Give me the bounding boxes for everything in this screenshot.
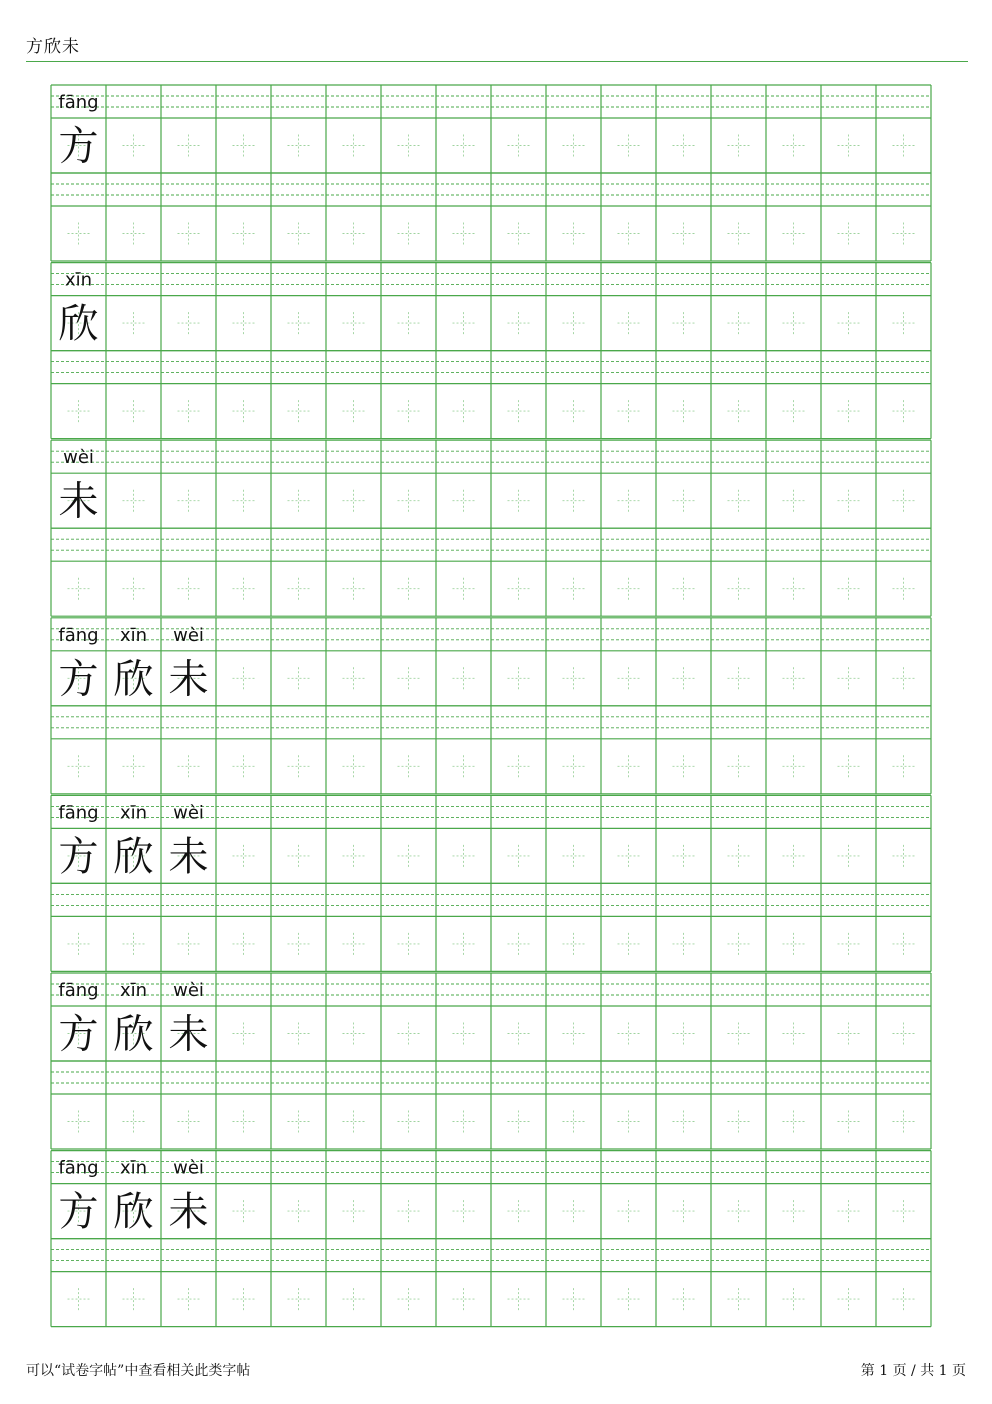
pinyin-label: xīn bbox=[64, 269, 93, 291]
pinyin-label: xīn bbox=[119, 1157, 148, 1179]
model-character: 未 bbox=[168, 656, 209, 703]
model-character: 方 bbox=[58, 1011, 99, 1058]
model-character: 欣 bbox=[113, 1011, 154, 1058]
pinyin-label: wèi bbox=[173, 802, 204, 824]
pinyin-label: wèi bbox=[173, 1157, 204, 1179]
pinyin-label: wèi bbox=[173, 624, 204, 646]
pinyin-label: xīn bbox=[119, 624, 148, 646]
model-character: 方 bbox=[58, 656, 99, 703]
model-character: 未 bbox=[168, 833, 209, 880]
pinyin-label: fāng bbox=[58, 980, 99, 1001]
model-character: 未 bbox=[168, 1189, 209, 1236]
model-character: 欣 bbox=[113, 1189, 154, 1236]
model-character: 方 bbox=[58, 123, 99, 170]
model-character: 欣 bbox=[113, 656, 154, 703]
model-character: 方 bbox=[58, 833, 99, 880]
model-character: 欣 bbox=[58, 301, 99, 348]
pinyin-label: wèi bbox=[173, 980, 204, 1001]
pinyin-label: fāng bbox=[58, 802, 99, 824]
pinyin-label: wèi bbox=[63, 447, 94, 469]
pinyin-label: fāng bbox=[58, 624, 99, 646]
pinyin-label: xīn bbox=[119, 802, 148, 824]
footer-note: 可以“试卷字帖”中查看相关此类字帖 bbox=[26, 1363, 251, 1379]
model-character: 欣 bbox=[113, 833, 154, 880]
model-character: 未 bbox=[58, 478, 99, 525]
page-number: 第 1 页 / 共 1 页 bbox=[860, 1363, 966, 1379]
page-title: 方欣未 bbox=[26, 37, 80, 57]
pinyin-label: fāng bbox=[58, 1157, 99, 1179]
pinyin-label: xīn bbox=[119, 980, 148, 1001]
model-character: 方 bbox=[58, 1189, 99, 1236]
model-character: 未 bbox=[168, 1011, 209, 1058]
pinyin-label: fāng bbox=[58, 92, 99, 113]
